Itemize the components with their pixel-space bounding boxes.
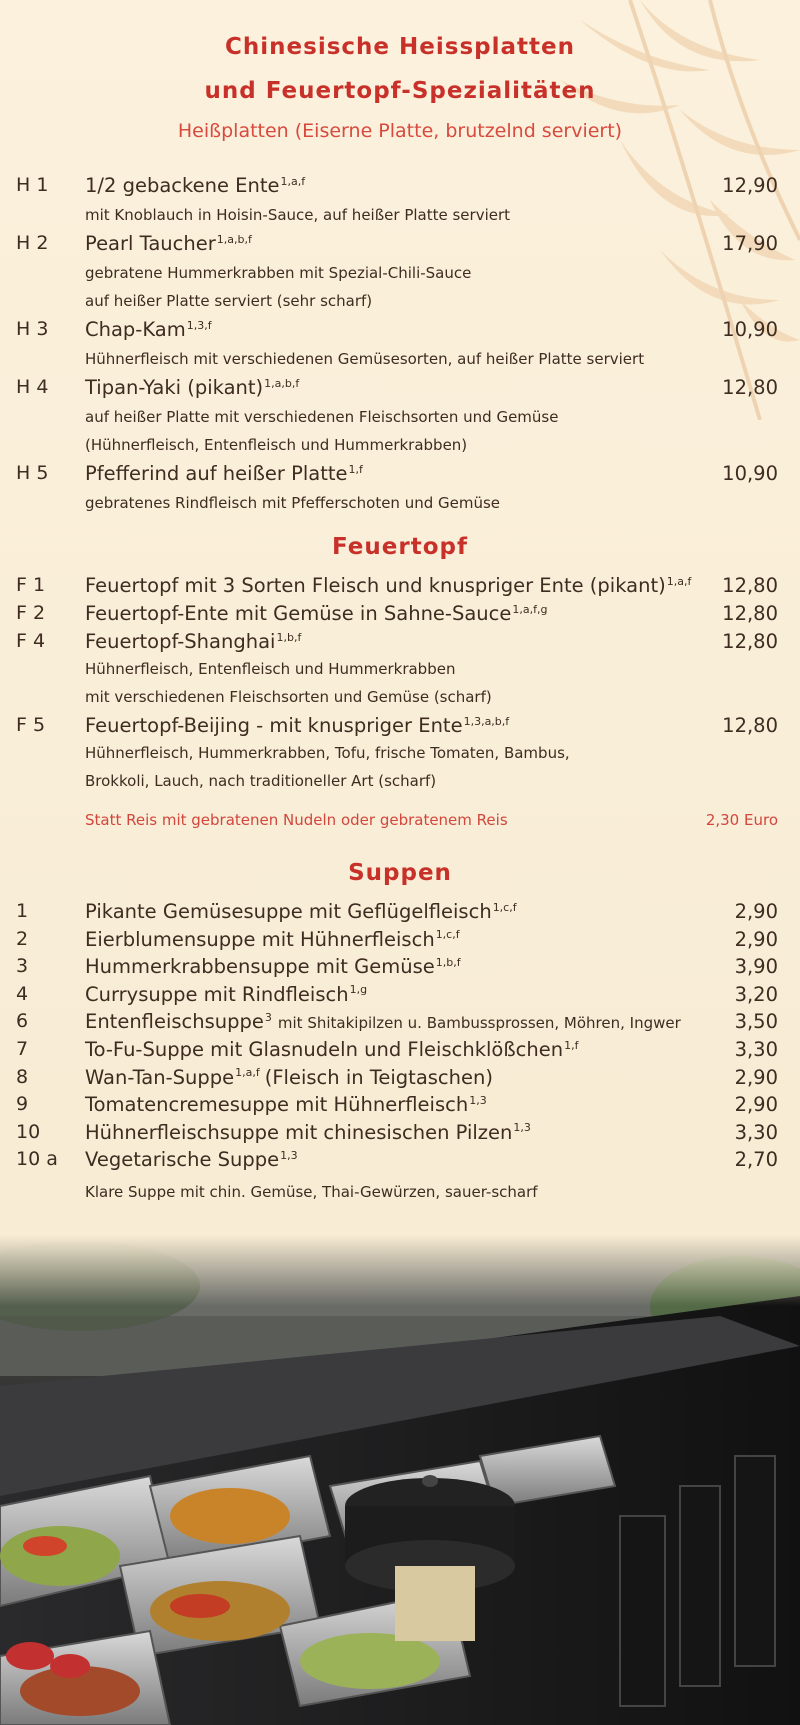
item-name — [85, 1066, 493, 1089]
allergen-codes: 1,f — [348, 462, 363, 476]
item-name-text: Vegetarische Suppe — [85, 1148, 280, 1172]
item-name-text: Feuertopf-Beijing - mit knuspriger Ente — [85, 714, 463, 737]
item-description: Hühnerfleisch, Entenfleisch und Hummerkrabben — [85, 660, 456, 678]
item-extra: (Fleisch in Teigtaschen) — [264, 1065, 493, 1089]
item-name — [85, 1148, 298, 1171]
item-name-text: Chap-Kam — [85, 318, 186, 341]
item-code: H 2 — [16, 232, 49, 254]
suppen-title: Suppen — [348, 860, 452, 886]
item-description: auf heißer Platte mit verschiedenen Fleischsorten und Gemüse — [85, 408, 559, 426]
item-price: 2,90 — [734, 1093, 778, 1117]
item-price: 17,90 — [722, 232, 778, 255]
allergen-codes: 1,3 — [469, 1093, 487, 1107]
allergen-codes: 1,b,f — [276, 630, 302, 644]
item-price: 3,90 — [734, 955, 778, 979]
item-name — [85, 1093, 487, 1116]
item-name-text: 1/2 gebackene Ente — [85, 174, 280, 197]
item-name-text: To-Fu-Suppe mit Glasnudeln und Fleischklößchen — [85, 1038, 564, 1061]
allergen-codes: 1,a,b,f — [216, 232, 252, 246]
item-name-text: Wan-Tan-Suppe — [85, 1065, 235, 1089]
item-name-text: Pearl Taucher — [85, 232, 216, 255]
item-name — [85, 574, 691, 597]
item-price: 12,80 — [722, 714, 778, 737]
item-extra: mit Shitakipilzen u. Bambussprossen, Möhren, Ingwer — [277, 1014, 681, 1033]
item-code: 1 — [16, 900, 29, 922]
item-price: 10,90 — [722, 318, 778, 341]
item-code: 10 — [16, 1120, 41, 1143]
item-name-text: Eierblumensuppe mit Hühnerfleisch — [85, 927, 435, 951]
item-price: 2,70 — [734, 1148, 778, 1172]
item-name — [85, 714, 509, 737]
item-price: 3,30 — [734, 1038, 778, 1061]
item-price: 10,90 — [722, 462, 778, 485]
item-description: gebratenes Rindfleisch mit Pfefferschoten und Gemüse — [85, 494, 501, 512]
item-description: Hühnerfleisch mit verschiedenen Gemüsesorten, auf heißer Platte serviert — [85, 350, 645, 368]
allergen-codes: 1,a,f — [666, 574, 692, 588]
item-description: auf heißer Platte serviert (sehr scharf) — [85, 292, 373, 310]
item-price: 3,30 — [734, 1120, 778, 1144]
item-price: 12,80 — [722, 376, 778, 399]
item-name — [85, 602, 547, 625]
item-code: 7 — [16, 1038, 29, 1060]
allergen-codes: 1,c,f — [435, 928, 460, 942]
item-code: 9 — [16, 1093, 29, 1116]
item-name-text: Entenfleischsuppe — [85, 1010, 264, 1034]
item-name-text: Feuertopf-Ente mit Gemüse in Sahne-Sauce — [85, 602, 512, 625]
item-description: gebratene Hummerkrabben mit Spezial-Chili-Sauce — [85, 264, 472, 282]
item-price: 12,80 — [722, 602, 778, 625]
item-name-text: Tipan-Yaki (pikant) — [85, 376, 264, 399]
item-name-text: Currysuppe mit Rindfleisch — [85, 982, 349, 1006]
item-name-text: Pikante Gemüsesuppe mit Geflügelfleisch — [85, 900, 492, 923]
item-code: 6 — [16, 1010, 29, 1033]
item-description: Brokkoli, Lauch, nach traditioneller Art (scharf) — [85, 772, 437, 790]
suppe-10a-description: Klare Suppe mit chin. Gemüse, Thai-Gewürzen, sauer-scharf — [85, 1183, 538, 1201]
item-description: mit verschiedenen Fleischsorten und Gemüse (scharf) — [85, 688, 492, 706]
item-code: 4 — [16, 982, 29, 1005]
item-code: F 4 — [16, 630, 46, 652]
allergen-codes: 1,f — [564, 1038, 579, 1052]
item-price: 2,90 — [734, 927, 778, 951]
item-code: F 5 — [16, 714, 46, 736]
item-description: mit Knoblauch in Hoisin-Sauce, auf heißer Platte serviert — [85, 206, 511, 224]
feuertopf-note: Statt Reis mit gebratenen Nudeln oder gebratenem Reis — [85, 811, 508, 829]
item-price: 2,90 — [734, 900, 778, 923]
allergen-codes: 1,c,f — [492, 900, 517, 914]
item-price: 12,90 — [722, 174, 778, 197]
item-code: F 2 — [16, 602, 46, 624]
item-description: Hühnerfleisch, Hummerkrabben, Tofu, frische Tomaten, Bambus, — [85, 744, 570, 762]
item-price: 3,50 — [734, 1010, 778, 1034]
item-name — [85, 630, 301, 653]
item-name-text: Feuertopf mit 3 Sorten Fleisch und knuspriger Ente (pikant) — [85, 574, 666, 597]
allergen-codes: 1,3,a,b,f — [463, 714, 510, 728]
item-price: 12,80 — [722, 630, 778, 653]
item-name — [85, 174, 305, 197]
title-line-2: und Feuertopf-Spezialitäten — [204, 78, 596, 104]
allergen-codes: 1,3,f — [186, 318, 212, 332]
item-name-text: Pfefferind auf heißer Platte — [85, 462, 348, 485]
item-price: 2,90 — [734, 1065, 778, 1089]
allergen-codes: 1,3 — [513, 1121, 531, 1135]
buffet-photo — [0, 1236, 800, 1725]
item-code: F 1 — [16, 574, 46, 596]
item-name-text: Feuertopf-Shanghai — [85, 630, 276, 653]
item-code: 10 a — [16, 1148, 58, 1171]
subtitle: Heißplatten (Eiserne Platte, brutzelnd serviert) — [177, 120, 623, 142]
item-name — [85, 232, 252, 255]
item-name — [85, 462, 363, 485]
item-name-text: Hummerkrabbensuppe mit Gemüse — [85, 955, 435, 979]
buffet-illustration — [0, 1236, 800, 1725]
allergen-codes: 3 — [264, 1010, 272, 1024]
item-code: 3 — [16, 955, 29, 978]
item-name — [85, 1121, 531, 1144]
allergen-codes: 1,a,f — [235, 1066, 260, 1080]
feuertopf-note-price: 2,30 Euro — [705, 811, 778, 829]
allergen-codes: 1,a,f — [280, 174, 306, 188]
allergen-codes: 1,g — [349, 983, 368, 997]
item-name — [85, 900, 517, 923]
item-name — [85, 318, 212, 341]
item-description: (Hühnerfleisch, Entenfleisch und Hummerkrabben) — [85, 436, 468, 454]
item-name-text: Tomatencremesuppe mit Hühnerfleisch — [85, 1093, 469, 1117]
allergen-codes: 1,a,b,f — [264, 376, 300, 390]
item-name — [85, 376, 299, 399]
item-name — [85, 1038, 578, 1061]
item-code: 8 — [16, 1065, 29, 1088]
item-price: 12,80 — [722, 574, 778, 597]
item-name — [85, 955, 461, 978]
item-code: 2 — [16, 927, 29, 950]
item-price: 3,20 — [734, 982, 778, 1006]
item-code: H 4 — [16, 376, 49, 398]
feuertopf-title: Feuertopf — [332, 534, 468, 560]
allergen-codes: 1,a,f,g — [512, 602, 548, 616]
item-name — [85, 983, 367, 1006]
allergen-codes: 1,3 — [280, 1148, 298, 1162]
item-code: H 3 — [16, 318, 49, 340]
item-name-text: Hühnerfleischsuppe mit chinesischen Pilzen — [85, 1120, 513, 1144]
photo-fade — [0, 1236, 800, 1306]
item-code: H 1 — [16, 174, 49, 196]
item-name — [85, 1010, 681, 1033]
title-line-1: Chinesische Heissplatten — [225, 34, 575, 60]
item-name — [85, 928, 460, 951]
allergen-codes: 1,b,f — [435, 955, 461, 969]
item-code: H 5 — [16, 462, 49, 484]
